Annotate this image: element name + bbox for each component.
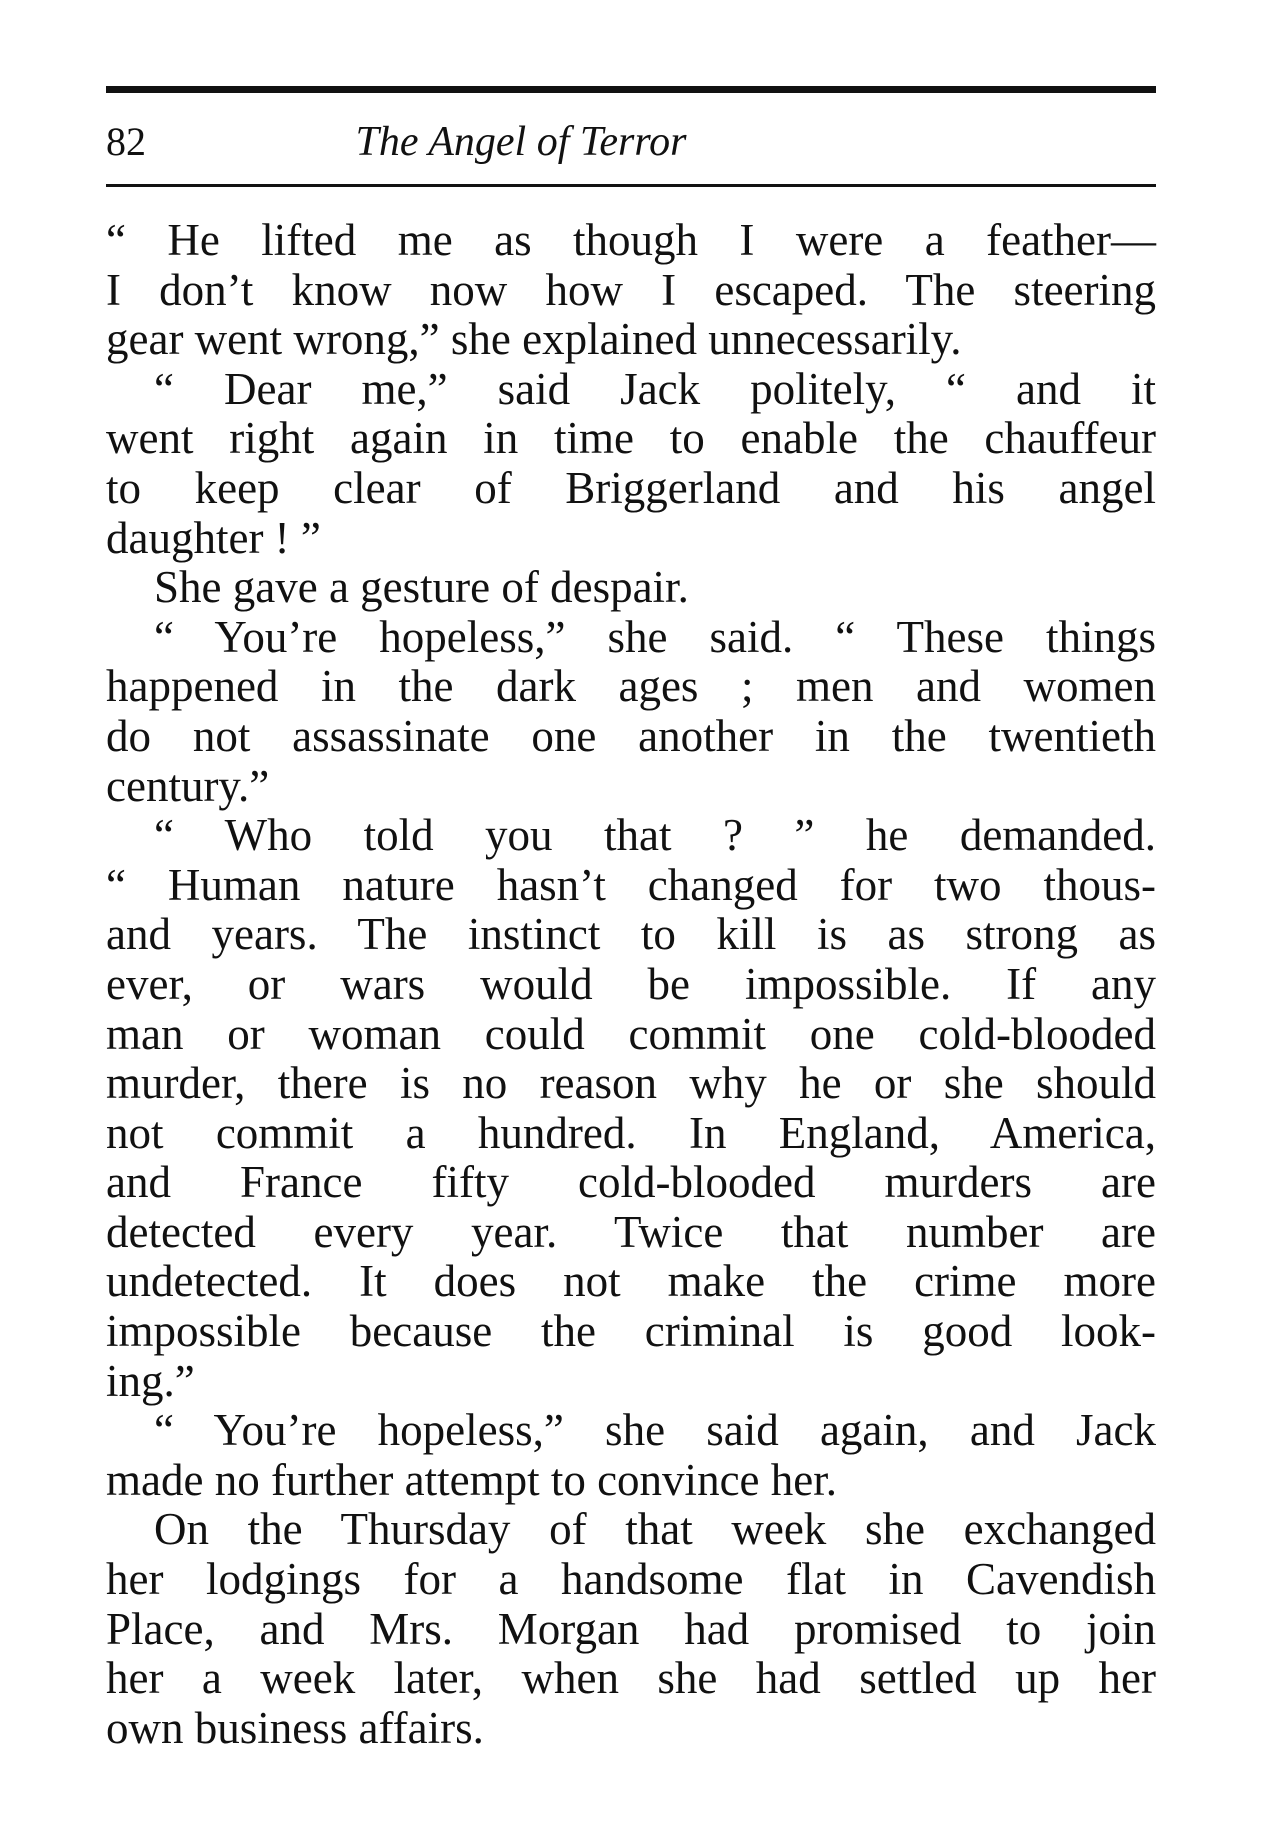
body-text: [106, 216, 1156, 1753]
text-line: went right again in time to enable the chauffeur: [106, 413, 1156, 464]
text-line: “ You’re hopeless,” she said. “ These things: [154, 611, 1156, 662]
text-line: She gave a gesture of despair.: [154, 562, 689, 613]
text-line: own business affairs.: [106, 1702, 484, 1753]
text-line: “ You’re hopeless,” she said again, and Jack: [154, 1405, 1156, 1456]
text-line: detected every year. Twice that number are: [106, 1206, 1156, 1257]
text-line: to keep clear of Briggerland and his angel: [106, 462, 1156, 513]
text-line: ever, or wars would be impossible. If any: [106, 958, 1156, 1009]
header-rule-bottom: [106, 184, 1156, 187]
running-title: The Angel of Terror: [355, 119, 687, 165]
text-line: and France fifty cold-blooded murders are: [106, 1157, 1156, 1208]
text-line: murder, there is no reason why he or she should: [106, 1058, 1156, 1109]
text-line: On the Thursday of that week she exchanged: [154, 1504, 1156, 1555]
header-rule-top: [106, 86, 1156, 93]
text-line: do not assassinate one another in the twentieth: [106, 710, 1156, 761]
page-number: 82: [106, 119, 146, 164]
text-line: daughter ! ”: [106, 512, 321, 563]
text-line: I don’t know now how I escaped. The steering: [106, 264, 1156, 315]
text-line: gear went wrong,” she explained unnecessarily.: [106, 314, 962, 365]
text-line: her a week later, when she had settled up her: [106, 1653, 1156, 1704]
text-line: “ Who told you that ? ” he demanded.: [154, 810, 1156, 861]
text-line: “ He lifted me as though I were a feather—: [106, 215, 1156, 265]
text-line: “ Human nature hasn’t changed for two thous-: [106, 859, 1156, 910]
text-line: happened in the dark ages ; men and women: [106, 661, 1156, 712]
text-line: man or woman could commit one cold-blooded: [106, 1008, 1156, 1059]
text-line: ing.”: [106, 1355, 195, 1406]
text-line: impossible because the criminal is good look-: [106, 1306, 1156, 1357]
text-line: made no further attempt to convince her.: [106, 1454, 837, 1505]
running-head: [106, 112, 1156, 172]
text-line: “ Dear me,” said Jack politely, “ and it: [154, 363, 1156, 414]
text-line: Place, and Mrs. Morgan had promised to join: [106, 1603, 1156, 1654]
text-line: not commit a hundred. In England, America,: [106, 1107, 1156, 1158]
text-line: undetected. It does not make the crime more: [106, 1256, 1156, 1307]
text-line: century.”: [106, 760, 270, 811]
text-line: her lodgings for a handsome flat in Cavendish: [106, 1554, 1156, 1605]
text-line: and years. The instinct to kill is as strong as: [106, 909, 1156, 960]
